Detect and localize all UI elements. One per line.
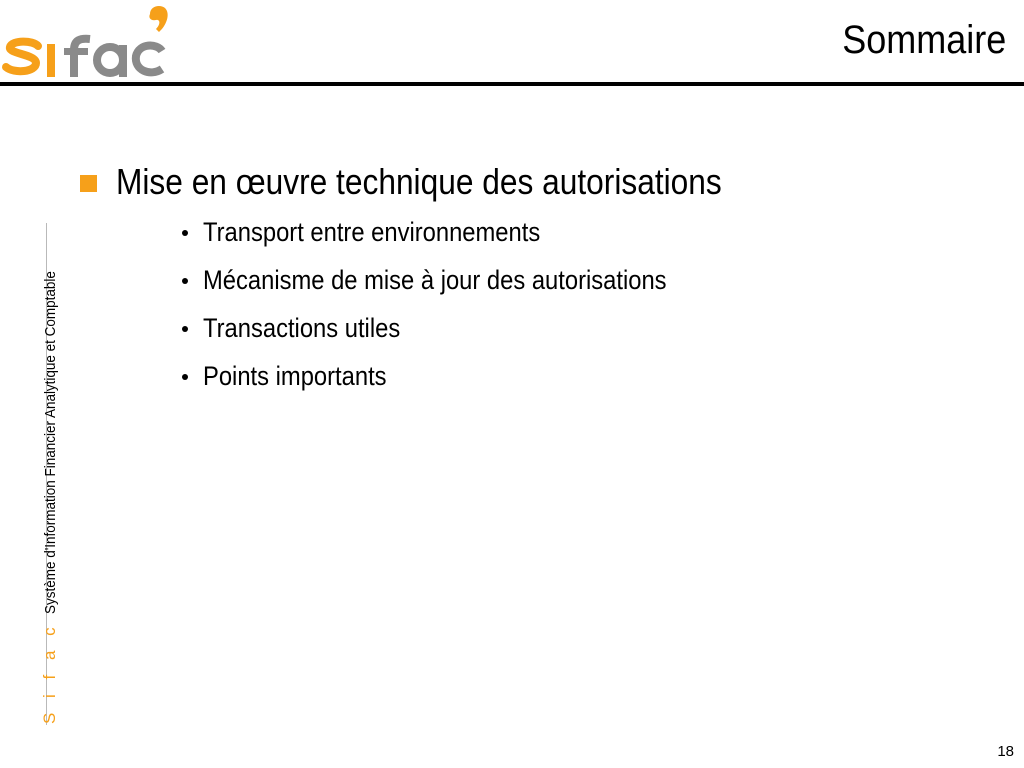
bullet-dot-icon bbox=[182, 230, 188, 236]
sub-bullet-list bbox=[80, 208, 804, 400]
bullet-dot-icon bbox=[182, 278, 188, 284]
main-bullet-text: Mise en œuvre technique des autorisations bbox=[116, 161, 722, 202]
list-item bbox=[182, 304, 804, 352]
sifac-logo bbox=[0, 4, 180, 84]
title-divider bbox=[0, 82, 1024, 86]
list-item bbox=[182, 352, 804, 400]
page-title: Sommaire bbox=[841, 18, 1006, 62]
sidebar-brand: S i f a c bbox=[40, 622, 59, 724]
sidebar-caption-text: Système d'Information Financier Analytique et Comptable bbox=[43, 271, 59, 615]
slide-content bbox=[80, 156, 804, 400]
list-item bbox=[182, 208, 804, 256]
square-bullet-icon bbox=[80, 175, 97, 192]
list-item-text: Transactions utiles bbox=[203, 313, 401, 343]
list-item bbox=[182, 256, 804, 304]
list-item-text: Mécanisme de mise à jour des autorisations bbox=[203, 265, 667, 295]
list-item-text: Transport entre environnements bbox=[203, 217, 541, 247]
list-item-text: Points importants bbox=[203, 361, 387, 391]
bullet-dot-icon bbox=[182, 374, 188, 380]
bullet-dot-icon bbox=[182, 326, 188, 332]
sidebar-caption bbox=[38, 246, 63, 724]
page-number: 18 bbox=[997, 743, 1014, 760]
main-bullet bbox=[80, 156, 804, 208]
sifac-logo-image bbox=[0, 4, 180, 84]
